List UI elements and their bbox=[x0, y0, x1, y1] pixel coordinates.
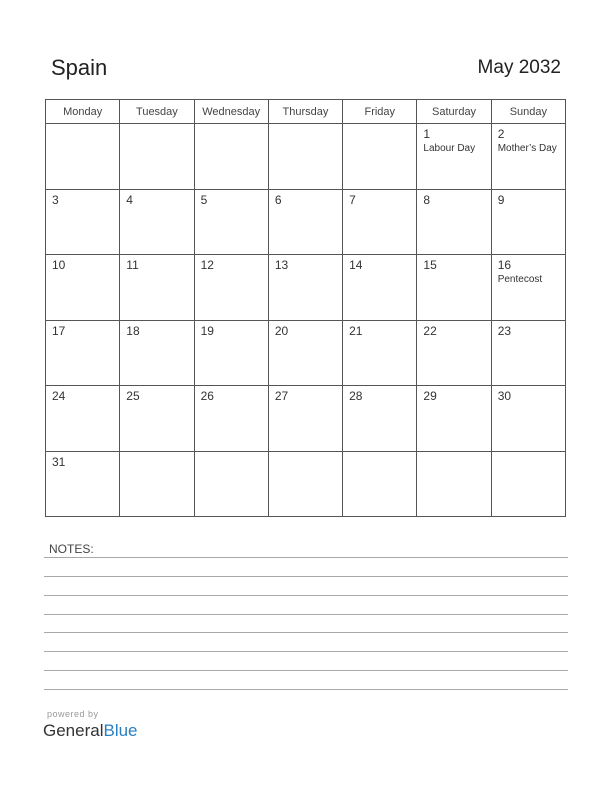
day-cell bbox=[417, 451, 491, 517]
day-number: 10 bbox=[52, 258, 66, 272]
day-number: 30 bbox=[497, 389, 512, 403]
country-title: Spain bbox=[51, 55, 108, 80]
day-number: 17 bbox=[52, 323, 66, 338]
day-cell bbox=[417, 320, 491, 386]
day-cell bbox=[46, 451, 120, 517]
day-number: 1 bbox=[423, 127, 431, 141]
day-number: 4 bbox=[126, 192, 133, 207]
notes-line bbox=[44, 614, 568, 615]
brand-general-text: General bbox=[43, 721, 104, 740]
week-row bbox=[46, 320, 566, 386]
notes-line bbox=[44, 557, 568, 558]
day-number: 21 bbox=[349, 323, 363, 338]
day-cell bbox=[194, 386, 268, 452]
day-number: 11 bbox=[126, 258, 139, 272]
day-cell bbox=[343, 255, 417, 321]
week-row bbox=[46, 451, 566, 517]
weekday-saturday: Saturday bbox=[417, 100, 491, 124]
notes-line bbox=[44, 632, 568, 633]
day-cell bbox=[194, 320, 268, 386]
day-number: 31 bbox=[52, 454, 66, 469]
day-number: 19 bbox=[200, 323, 214, 338]
day-cell bbox=[46, 386, 120, 452]
month-year-title: May 2032 bbox=[477, 57, 561, 78]
day-cell bbox=[268, 320, 342, 386]
week-row bbox=[46, 124, 566, 190]
day-cell bbox=[417, 386, 491, 452]
day-cell bbox=[194, 451, 268, 517]
day-cell bbox=[343, 386, 417, 452]
day-cell bbox=[343, 124, 417, 190]
day-number: 13 bbox=[274, 258, 289, 272]
day-number: 25 bbox=[126, 389, 140, 403]
weekday-sunday: Sunday bbox=[491, 100, 565, 124]
holiday-label: Labour Day bbox=[423, 143, 476, 154]
day-cell bbox=[268, 451, 342, 517]
day-cell bbox=[120, 320, 194, 386]
weekday-header-row bbox=[46, 100, 566, 124]
day-cell bbox=[46, 124, 120, 190]
day-cell bbox=[120, 189, 194, 255]
day-cell bbox=[343, 451, 417, 517]
day-cell bbox=[120, 386, 194, 452]
day-number: 22 bbox=[423, 323, 437, 338]
day-number: 8 bbox=[423, 192, 431, 207]
day-cell bbox=[343, 320, 417, 386]
day-cell bbox=[120, 255, 194, 321]
day-cell bbox=[491, 255, 565, 321]
day-cell bbox=[46, 189, 120, 255]
day-number: 28 bbox=[349, 389, 363, 403]
weekday-friday: Friday bbox=[343, 100, 417, 124]
day-cell bbox=[194, 255, 268, 321]
day-cell bbox=[120, 124, 194, 190]
calendar-body bbox=[46, 124, 566, 517]
brand-blue-text: Blue bbox=[103, 721, 138, 740]
day-cell bbox=[268, 189, 342, 255]
holiday-label: Mother’s Day bbox=[497, 143, 557, 154]
notes-line bbox=[44, 689, 568, 690]
day-cell bbox=[491, 189, 565, 255]
generalblue-logo bbox=[43, 721, 138, 741]
day-cell bbox=[194, 189, 268, 255]
day-number: 9 bbox=[497, 192, 505, 207]
day-cell bbox=[46, 320, 120, 386]
day-cell bbox=[417, 124, 491, 190]
day-cell bbox=[268, 255, 342, 321]
day-cell bbox=[417, 255, 491, 321]
day-cell bbox=[417, 189, 491, 255]
day-cell bbox=[491, 124, 565, 190]
weekday-wednesday: Wednesday bbox=[194, 100, 268, 124]
day-cell bbox=[343, 189, 417, 255]
day-number: 15 bbox=[423, 258, 437, 272]
day-cell bbox=[491, 320, 565, 386]
weekday-tuesday: Tuesday bbox=[120, 100, 194, 124]
day-cell bbox=[491, 386, 565, 452]
notes-line bbox=[44, 595, 568, 596]
day-number: 12 bbox=[200, 258, 214, 272]
day-number: 5 bbox=[200, 192, 208, 207]
day-cell bbox=[491, 451, 565, 517]
notes-line bbox=[44, 576, 568, 577]
day-number: 16 bbox=[497, 258, 512, 272]
notes-line bbox=[44, 670, 568, 671]
day-number: 18 bbox=[126, 323, 140, 338]
weekday-monday: Monday bbox=[46, 100, 120, 124]
notes-line bbox=[44, 651, 568, 652]
day-cell bbox=[194, 124, 268, 190]
day-number: 14 bbox=[349, 258, 363, 272]
day-number: 26 bbox=[200, 389, 214, 403]
notes-label: NOTES: bbox=[49, 542, 94, 556]
day-number: 7 bbox=[349, 192, 356, 207]
day-number: 27 bbox=[274, 389, 289, 403]
powered-by-text: powered by bbox=[47, 709, 99, 719]
day-number: 29 bbox=[423, 389, 437, 403]
day-number: 3 bbox=[52, 192, 59, 207]
day-number: 23 bbox=[497, 323, 512, 338]
day-number: 2 bbox=[497, 127, 505, 141]
day-cell bbox=[46, 255, 120, 321]
day-cell bbox=[268, 386, 342, 452]
day-number: 20 bbox=[274, 323, 289, 338]
calendar-grid bbox=[45, 99, 566, 517]
day-cell bbox=[268, 124, 342, 190]
week-row bbox=[46, 255, 566, 321]
day-number: 24 bbox=[52, 389, 66, 403]
week-row bbox=[46, 386, 566, 452]
day-cell bbox=[120, 451, 194, 517]
holiday-label: Pentecost bbox=[497, 274, 543, 285]
week-row bbox=[46, 189, 566, 255]
day-number: 6 bbox=[274, 192, 282, 207]
weekday-thursday: Thursday bbox=[268, 100, 342, 124]
